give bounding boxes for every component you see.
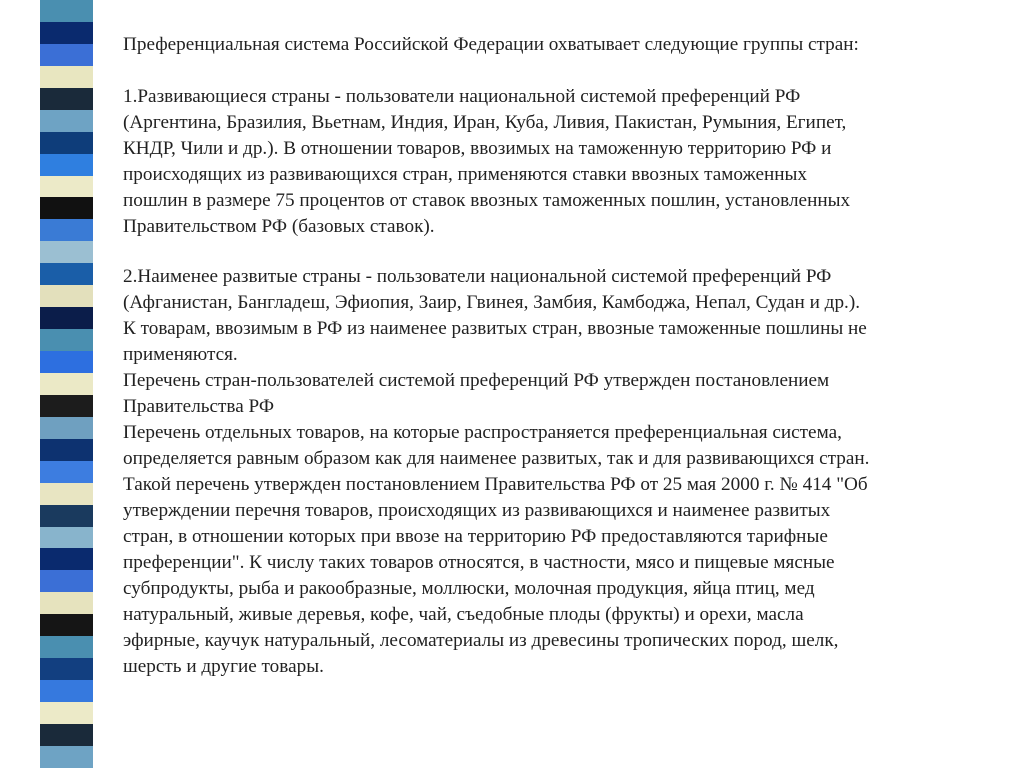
decorative-stripe [40, 724, 93, 746]
decorative-stripe-bar [40, 0, 93, 768]
decorative-stripe [40, 483, 93, 505]
decorative-stripe [40, 44, 93, 66]
decorative-stripe [40, 746, 93, 768]
decorative-stripe [40, 505, 93, 527]
decorative-stripe [40, 285, 93, 307]
decorative-stripe [40, 636, 93, 658]
intro-paragraph: Преференциальная система Российской Федерации охватывает следующие группы стран: [123, 34, 859, 55]
decorative-stripe [40, 417, 93, 439]
decorative-stripe [40, 307, 93, 329]
decorative-stripe [40, 548, 93, 570]
decorative-stripe [40, 132, 93, 154]
decorative-stripe [40, 614, 93, 636]
decorative-stripe [40, 329, 93, 351]
least-developed-countries-paragraph: 2.Наименее развитые страны - пользователи национальной системой преференций РФ (Афганистан, Бангладеш, Эфиопия, Заир, Гвинея, Замбия, Камбоджа, Непал, Судан и др.). К товарам, ввозимым в РФ из наименее развитых стран, ввозные таможенные пошлины не применяются. [123, 266, 867, 365]
developing-countries-paragraph: 1.Развивающиеся страны - пользователи национальной системой преференций РФ (Аргентина, Бразилия, Вьетнам, Индия, Иран, Куба, Ливия, Пакистан, Румыния, Египет, КНДР, Чили и др.). В отношении товаров, ввозимых на таможенную территорию РФ и происходящих из развивающихся стран, применяются ставки ввозных таможенных пошлин в размере 75 процентов от ставок ввозных таможенных пошлин, установленных Правительством РФ (базовых ставок). [123, 86, 851, 237]
decorative-stripe [40, 219, 93, 241]
decorative-stripe [40, 439, 93, 461]
decorative-stripe [40, 702, 93, 724]
decorative-stripe [40, 241, 93, 263]
slide-text-body [123, 32, 1013, 680]
decorative-stripe [40, 176, 93, 198]
decorative-stripe [40, 66, 93, 88]
country-list-decree-paragraph: Перечень стран-пользователей системой преференций РФ утвержден постановлением Правительства РФ [123, 370, 830, 417]
goods-list-paragraph: Перечень отдельных товаров, на которые распространяется преференциальная система, определяется равным образом как для наименее развитых, так и для развивающихся стран. Такой перечень утвержден постановлением Правительства РФ от 25 мая 2000 г. № 414 "Об утверждении перечня товаров, происходящих из развивающихся и наименее развитых стран, в отношении которых при ввозе на территорию РФ предоставляются тарифные преференции". К числу таких товаров относятся, в частности, мясо и пищевые мясные субпродукты, рыба и ракообразные, моллюски, молочная продукция, яйца птиц, мед натуральный, живые деревья, кофе, чай, съедобные плоды (фрукты) и орехи, масла эфирные, каучук натуральный, лесоматериалы из древесины тропических пород, шелк, шерсть и другие товары. [123, 422, 870, 677]
decorative-stripe [40, 570, 93, 592]
decorative-stripe [40, 88, 93, 110]
decorative-stripe [40, 154, 93, 176]
decorative-stripe [40, 22, 93, 44]
decorative-stripe [40, 658, 93, 680]
decorative-stripe [40, 680, 93, 702]
decorative-stripe [40, 351, 93, 373]
decorative-stripe [40, 110, 93, 132]
decorative-stripe [40, 373, 93, 395]
decorative-stripe [40, 527, 93, 549]
decorative-stripe [40, 197, 93, 219]
decorative-stripe [40, 0, 93, 22]
decorative-stripe [40, 592, 93, 614]
decorative-stripe [40, 395, 93, 417]
decorative-stripe [40, 461, 93, 483]
decorative-stripe [40, 263, 93, 285]
